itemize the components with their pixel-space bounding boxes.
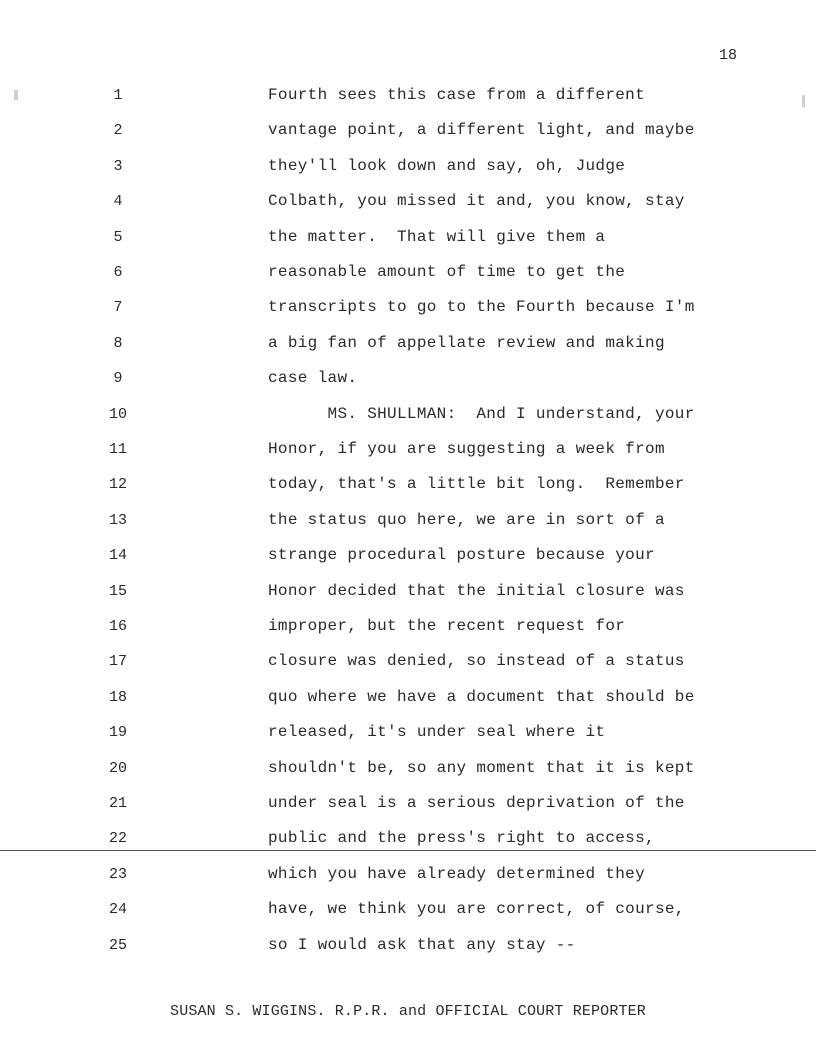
line-text: so I would ask that any stay -- [268,935,576,954]
line-text: they'll look down and say, oh, Judge [268,156,626,175]
line-number: 9 [113,370,123,388]
transcript-line [0,545,816,569]
line-number: 1 [113,87,123,104]
line-text: Honor, if you are suggesting a week from [268,440,665,458]
line-number: 12 [108,476,127,494]
line-text: Honor decided that the initial closure was [268,581,685,600]
transcript-line [0,651,816,675]
line-text: improper, but the recent request for [268,617,626,635]
line-number: 22 [108,830,127,848]
line-text: a big fan of appellate review and making [268,333,665,352]
line-text: shouldn't be, so any moment that it is kept [268,758,695,777]
line-text: Fourth sees this case from a different [268,86,646,104]
line-text: public and the press's right to access, [268,829,655,848]
transcript-line [0,156,816,180]
footer-reporter: SUSAN S. WIGGINS. R.P.R. and OFFICIAL COURT REPORTER [170,1003,646,1020]
line-text: which you have already determined they [268,864,646,883]
line-number: 23 [108,865,127,883]
scan-speck [14,90,18,100]
line-text: strange procedural posture because your [268,546,655,565]
transcript-line [0,297,816,321]
line-number: 16 [108,618,127,635]
line-number: 19 [108,724,127,742]
line-number: 4 [113,193,123,211]
transcript-line [0,262,816,286]
line-text: quo where we have a document that should be [268,687,695,706]
line-text: transcripts to go to the Fourth because I'm [268,298,695,317]
transcript-line [0,85,816,109]
line-number: 17 [108,653,127,671]
transcript-line [0,864,816,888]
transcript-line [0,758,816,782]
line-text: have, we think you are correct, of course, [268,900,685,919]
transcript-line [0,191,816,215]
line-number: 11 [108,441,127,458]
line-number: 5 [113,228,123,246]
line-number: 18 [108,688,127,706]
transcript-line [0,793,816,817]
line-text: the matter. That will give them a [268,227,606,246]
line-text: closure was denied, so instead of a status [268,652,685,671]
transcript-line [0,333,816,357]
line-number: 24 [108,901,127,919]
line-text: MS. SHULLMAN: And I understand, your [268,404,695,423]
line-text: released, it's under seal where it [268,723,606,742]
line-text: reasonable amount of time to get the [268,263,626,281]
transcript-line [0,581,816,605]
transcript-line [0,368,816,392]
transcript-line [0,439,816,463]
line-number: 21 [108,795,127,812]
line-text: case law. [268,369,358,388]
line-number: 8 [113,334,123,352]
line-number: 25 [108,936,127,954]
line-text: vantage point, a different light, and maybe [268,121,695,140]
transcript-line [0,404,816,428]
transcript-line [0,227,816,251]
line-text: Colbath, you missed it and, you know, stay [268,192,685,211]
horizontal-rule [0,850,816,851]
line-number: 15 [108,582,127,600]
transcript-line [0,510,816,534]
line-number: 14 [108,547,127,565]
transcript-line [0,120,816,144]
transcript-line [0,935,816,959]
line-number: 20 [108,759,127,777]
line-number: 10 [108,405,127,423]
line-text: today, that's a little bit long. Remember [268,475,685,494]
line-number: 7 [113,299,123,317]
scan-speck [802,95,805,107]
line-text: under seal is a serious deprivation of the [268,794,685,812]
line-text: the status quo here, we are in sort of a [268,510,665,529]
transcript-line [0,828,816,852]
transcript-line [0,899,816,923]
line-number: 6 [113,264,123,281]
page-number: 18 [719,47,738,64]
transcript-line [0,722,816,746]
line-number: 13 [108,511,127,529]
transcript-line [0,474,816,498]
line-number: 3 [113,157,123,175]
line-number: 2 [113,122,123,140]
transcript-line [0,687,816,711]
transcript-line [0,616,816,640]
